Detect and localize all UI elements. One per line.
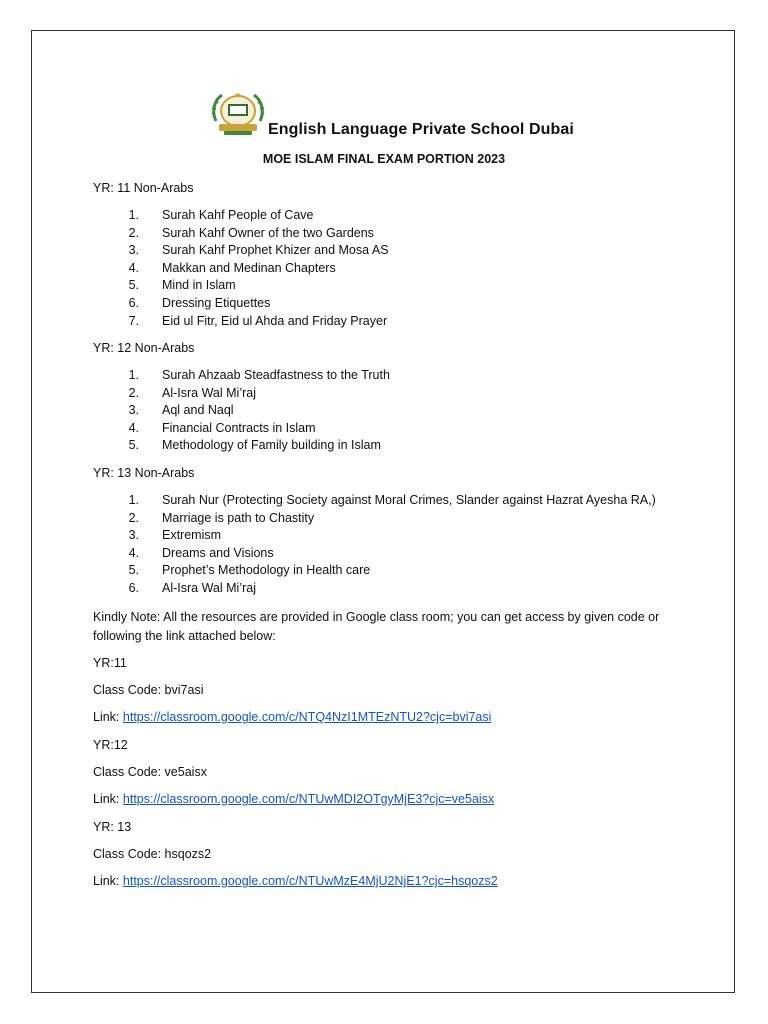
- list-item: 1. Surah Nur (Protecting Society against Moral Crimes, Slander against Hazrat Ayesha RA,): [128, 493, 656, 507]
- list-item: 3. Extremism: [128, 528, 222, 543]
- topic-list-yr11: [112, 207, 389, 330]
- list-item: 5. Prophet’s Methodology in Health care: [128, 563, 371, 578]
- list-item: 4. Dreams and Visions: [128, 545, 274, 560]
- list-item: 5. Methodology of Family building in Islam: [128, 438, 381, 453]
- list-item: 2. Surah Kahf Owner of the two Gardens: [128, 225, 374, 240]
- list-item: 3. Surah Kahf Prophet Khizer and Mosa AS: [128, 243, 389, 258]
- list-item: 3. Aql and Naql: [128, 403, 234, 418]
- list-item: 1. Surah Ahzaab Steadfastness to the Truth: [128, 368, 390, 382]
- classroom-link-yr11[interactable]: https://classroom.google.com/c/NTQ4NzI1MTEzNTU2?cjc=bvi7asi: [122, 710, 492, 724]
- link-prefix: Link:: [93, 710, 120, 724]
- school-name: English Language Private School Dubai: [268, 121, 574, 138]
- class-code: Class Code: ve5aisx: [93, 765, 207, 779]
- list-item: 6. Al-Isra Wal Mi’raj: [128, 580, 256, 595]
- class-link-line: [93, 710, 491, 724]
- section-heading-yr11: YR: 11 Non-Arabs: [93, 181, 194, 195]
- list-item: 2. Al-Isra Wal Mi’raj: [128, 385, 256, 400]
- exam-title: MOE ISLAM FINAL EXAM PORTION 2023: [262, 152, 506, 166]
- resource-note: Kindly Note: All the resources are provided in Google class room; you can get access by given code or following the link attached below:: [93, 610, 660, 643]
- class-code: Class Code: hsqozs2: [93, 847, 212, 861]
- school-logo-icon: [210, 91, 266, 137]
- section-heading-yr13: YR: 13 Non-Arabs: [93, 466, 195, 480]
- class-year-label: YR:12: [93, 738, 128, 752]
- classroom-link-yr12[interactable]: https://classroom.google.com/c/NTUwMDI2OTgyMjE3?cjc=ve5aisx: [122, 792, 495, 806]
- class-year-label: YR: 13: [93, 820, 132, 834]
- list-item: 5. Mind in Islam: [128, 278, 236, 293]
- list-item: 2. Marriage is path to Chastity: [128, 510, 315, 525]
- topic-list-yr13: [112, 492, 656, 598]
- class-link-line: [93, 792, 494, 806]
- class-year-label: YR:11: [93, 656, 127, 670]
- topic-list-yr12: [112, 367, 390, 455]
- list-item: 4. Makkan and Medinan Chapters: [128, 260, 336, 275]
- link-prefix: Link:: [93, 874, 120, 888]
- class-code: Class Code: bvi7asi: [93, 683, 204, 697]
- section-heading-yr12: YR: 12 Non-Arabs: [93, 341, 195, 355]
- list-item: 1. Surah Kahf People of Cave: [128, 208, 314, 222]
- list-item: 4. Financial Contracts in Islam: [128, 420, 316, 435]
- classroom-link-yr13[interactable]: https://classroom.google.com/c/NTUwMzE4MjU2NjE1?cjc=hsqozs2: [122, 874, 498, 888]
- list-item: 6. Dressing Etiquettes: [128, 295, 271, 310]
- link-prefix: Link:: [93, 792, 120, 806]
- list-item: 7. Eid ul Fitr, Eid ul Ahda and Friday Prayer: [128, 313, 388, 328]
- class-link-line: [93, 874, 498, 888]
